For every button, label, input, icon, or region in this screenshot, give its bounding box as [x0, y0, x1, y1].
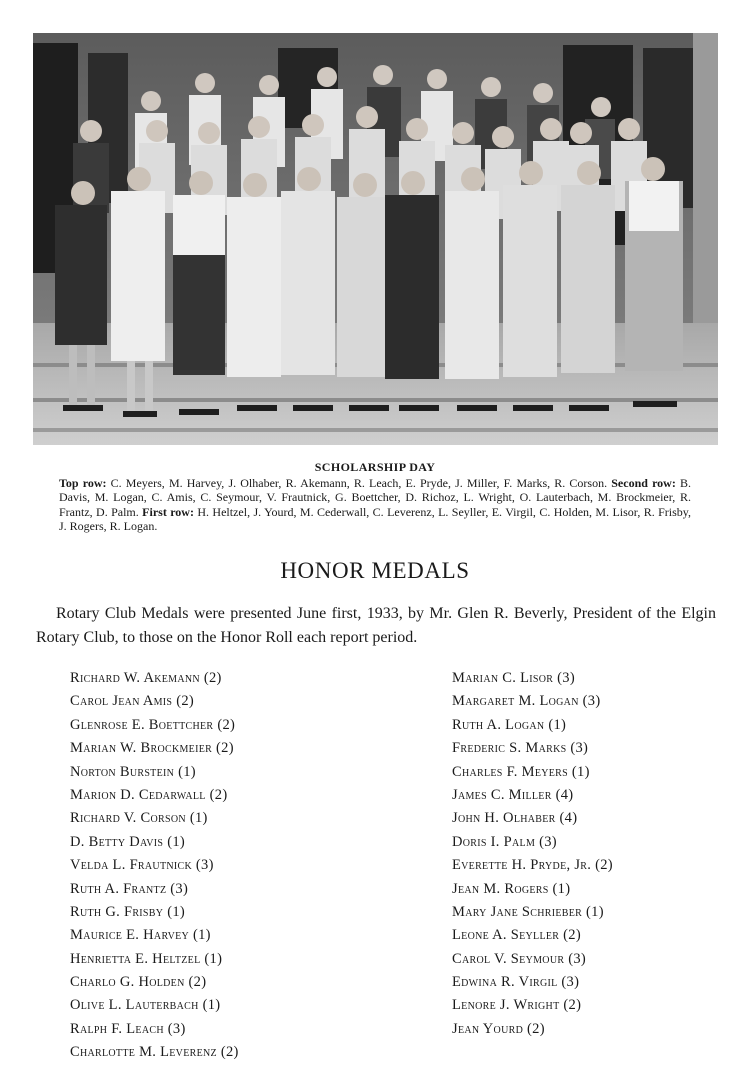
page-heading: HONOR MEDALS	[280, 558, 470, 583]
honoree-name: Richard V. Corson (1)	[70, 810, 208, 827]
honoree-name: Marian W. Brockmeier (2)	[70, 740, 234, 757]
honoree-name: Norton Burstein (1)	[70, 763, 196, 780]
honoree-name: Charlo G. Holden (2)	[70, 974, 207, 991]
caption-row-names: B. Davis, M. Logan, C. Amis, C. Seymour, V. Frautnick, G. Boettcher, D. Richoz, L. Wright, O. Lauterbach, M. Brockmeier, R. Frantz, D. Palm.	[59, 476, 692, 519]
honoree-name: Jean M. Rogers (1)	[452, 880, 571, 897]
honoree-name: James C. Miller (4)	[452, 786, 574, 803]
honoree-name: Ralph F. Leach (3)	[70, 1020, 186, 1037]
honoree-name: Carol V. Seymour (3)	[452, 950, 587, 967]
honoree-name: Mary Jane Schrieber (1)	[452, 903, 604, 920]
honoree-name: Richard W. Akemann (2)	[70, 670, 222, 686]
honoree-name: Charles F. Meyers (1)	[452, 763, 590, 780]
honoree-name: Olive L. Lauterbach (1)	[70, 997, 221, 1014]
honoree-name: Lenore J. Wright (2)	[452, 997, 582, 1014]
honoree-name: Doris I. Palm (3)	[452, 833, 557, 850]
honoree-name: Ruth A. Frantz (3)	[70, 880, 189, 897]
photo-caption	[59, 476, 691, 534]
honoree-name: Ruth A. Logan (1)	[452, 716, 567, 733]
honoree-list-left	[70, 667, 400, 1065]
honoree-name: Charlotte M. Leverenz (2)	[70, 1044, 239, 1061]
honoree-name: Everette H. Pryde, Jr. (2)	[452, 857, 613, 874]
group-photo	[33, 33, 718, 445]
honoree-name: D. Betty Davis (1)	[70, 833, 186, 850]
honoree-name: Velda L. Frautnick (3)	[70, 857, 214, 874]
caption-row-names: C. Meyers, M. Harvey, J. Olhaber, R. Akemann, R. Leach, E. Pryde, J. Miller, F. Marks, R. Corson.	[110, 476, 608, 490]
honoree-list-right	[452, 667, 742, 1041]
honoree-name: Leone A. Seyller (2)	[452, 927, 581, 944]
caption-row-label: Top row:	[59, 476, 107, 490]
caption-row-names: H. Heltzel, J. Yourd, M. Cederwall, C. Leverenz, L. Seyller, E. Virgil, C. Holden, M. Lisor, R. Frisby, J. Rogers, R. Logan.	[59, 504, 691, 534]
honoree-name: Ruth G. Frisby (1)	[70, 903, 186, 920]
honoree-name: Henrietta E. Heltzel (1)	[70, 950, 223, 967]
caption-row-label: Second row:	[611, 476, 676, 490]
honoree-name: Glenrose E. Boettcher (2)	[70, 716, 236, 733]
honoree-name: John H. Olhaber (4)	[452, 810, 578, 827]
honoree-name: Edwina R. Virgil (3)	[452, 974, 580, 991]
honoree-name: Frederic S. Marks (3)	[452, 740, 589, 757]
caption-row-label: First row:	[142, 504, 194, 519]
honoree-name: Margaret M. Logan (3)	[452, 693, 601, 710]
honoree-name: Jean Yourd (2)	[452, 1020, 545, 1037]
caption-title: SCHOLARSHIP DAY	[314, 460, 436, 474]
honoree-name: Marian C. Lisor (3)	[452, 670, 575, 686]
honoree-name: Carol Jean Amis (2)	[70, 693, 195, 710]
intro-paragraph: Rotary Club Medals were presented June first, 1933, by Mr. Glen R. Beverly, President of the Elgin Rotary Club, to those on the Honor Roll each report period.	[36, 605, 716, 646]
honoree-name: Maurice E. Harvey (1)	[70, 927, 211, 944]
honoree-name: Marion D. Cedarwall (2)	[70, 786, 228, 803]
group-photo-icon	[33, 33, 718, 445]
